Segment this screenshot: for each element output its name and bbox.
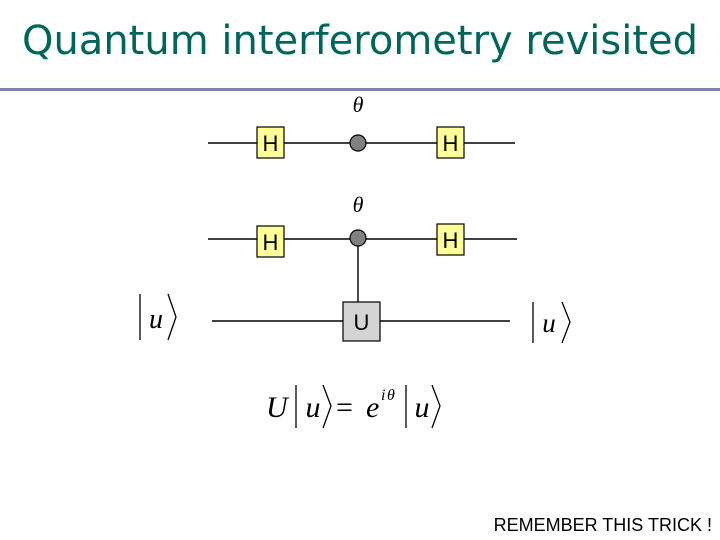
equation-equals: = (336, 391, 353, 424)
slide-title: Quantum interferometry revisited (21, 18, 699, 64)
circuit1-phase-dot (350, 135, 366, 151)
circuit2-u-gate (343, 302, 380, 341)
svg-text:u: u (149, 304, 163, 335)
svg-text:u: u (542, 308, 556, 338)
svg-text:H: H (442, 131, 459, 156)
circuit1-phase-label: θ (352, 92, 364, 117)
equation-operator: U (266, 391, 288, 424)
circuit2-input-ket (140, 294, 176, 340)
svg-text:H: H (262, 230, 279, 255)
footer-note: REMEMBER THIS TRICK ! (493, 515, 712, 535)
circuit1-h-gate-left (257, 127, 284, 158)
circuit1-h-gate-right (437, 127, 464, 158)
svg-text:H: H (262, 131, 279, 156)
circuit2-h-gate-right (437, 224, 464, 255)
circuit2-output-ket (533, 302, 570, 343)
svg-text:u: u (414, 391, 430, 424)
svg-text:θ: θ (387, 387, 395, 404)
svg-text:H: H (442, 228, 459, 253)
svg-text:i: i (381, 387, 386, 404)
circuit2-phase-dot (350, 230, 366, 246)
phase-equation (266, 385, 440, 428)
circuit2-phase-label: θ (352, 192, 364, 217)
svg-text:U: U (353, 310, 370, 335)
equation-exp-base: e (366, 391, 380, 424)
svg-text:u: u (305, 391, 321, 424)
circuit2-h-gate-left (257, 226, 284, 257)
